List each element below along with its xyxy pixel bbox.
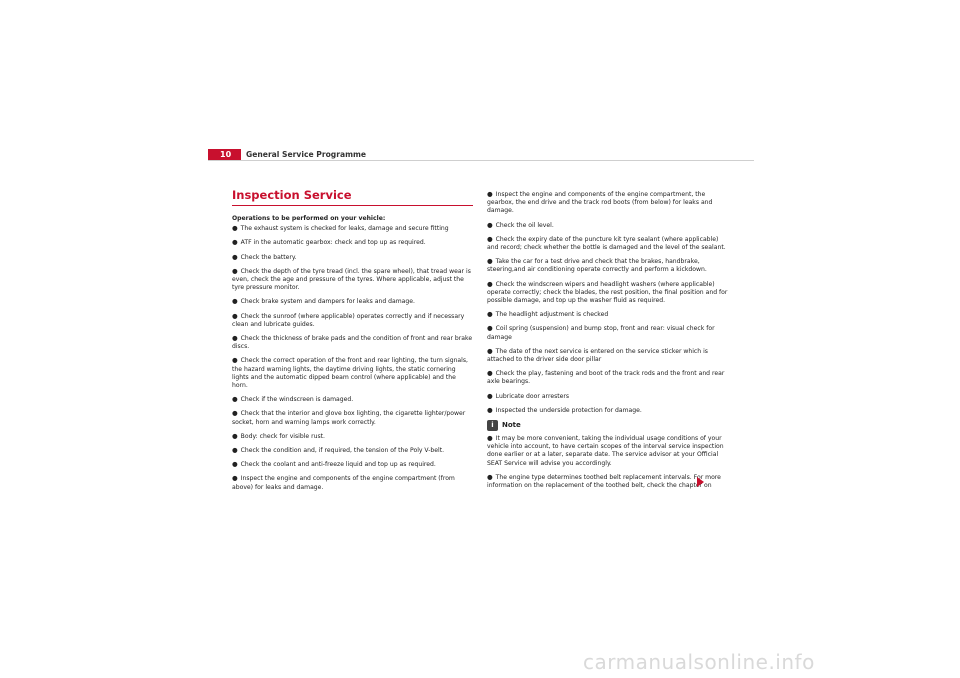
list-item — [487, 369, 728, 386]
bullet-icon: ● — [487, 405, 493, 414]
bullet-icon: ● — [232, 356, 238, 365]
list-item — [232, 224, 473, 233]
list-item — [487, 280, 728, 306]
left-column — [232, 188, 473, 497]
header-divider — [208, 160, 754, 161]
bullet-icon: ● — [487, 434, 493, 443]
list-item-text: Inspect the engine and components of the engine compartment (from above) for leaks and damage. — [232, 475, 455, 491]
list-item — [232, 460, 473, 469]
bullet-icon: ● — [232, 409, 238, 418]
list-item — [487, 434, 728, 468]
note-label: Note — [502, 421, 521, 430]
list-item — [487, 473, 728, 490]
bullet-icon: ● — [232, 297, 238, 306]
bullet-icon: ● — [232, 252, 238, 261]
bullet-icon: ● — [487, 472, 493, 481]
bullet-icon: ● — [232, 460, 238, 469]
bullet-icon: ● — [232, 446, 238, 455]
list-item — [232, 238, 473, 247]
list-item — [232, 395, 473, 404]
bullet-icon: ● — [232, 431, 238, 440]
list-item — [487, 347, 728, 364]
list-item-text: The exhaust system is checked for leaks, damage and secure fitting — [240, 225, 449, 233]
list-item — [487, 406, 728, 415]
list-item — [232, 474, 473, 491]
bullet-icon: ● — [487, 190, 493, 198]
bullet-icon: ● — [232, 311, 238, 320]
list-item-text: Check the depth of the tyre tread (incl. the spare wheel), that tread wear is even, check the age and pressure of the tyres. Where applicable, adjust the tyre pressure monitor. — [232, 267, 471, 292]
list-item — [232, 253, 473, 262]
list-item — [487, 257, 728, 274]
bullet-icon: ● — [487, 279, 493, 288]
list-item-text: Inspected the underside protection for damage. — [495, 406, 642, 414]
bullet-icon: ● — [232, 334, 238, 343]
list-item — [487, 324, 728, 341]
list-item-text: The headlight adjustment is checked — [495, 311, 609, 319]
right-bullet-list — [487, 190, 728, 415]
list-item-text: Check if the windscreen is damaged. — [240, 396, 354, 404]
bullet-icon: ● — [232, 238, 238, 247]
list-item — [232, 446, 473, 455]
continue-arrow-icon — [697, 477, 704, 487]
bullet-icon: ● — [487, 324, 493, 333]
list-item-text: Check the battery. — [240, 253, 297, 261]
list-item-text: The engine type determines toothed belt replacement intervals. For more information on the replacement of the toothed belt, check the chapter on — [487, 473, 721, 490]
list-item-text: Check the correct operation of the front and rear lighting, the turn signals, the hazard warning lights, the daytime driving lights, the static cornering lights and the automatic dipped beam control (where applicable) and the horn. — [232, 357, 468, 390]
list-item-text: Inspect the engine and components of the engine compartment, the gearbox, the end drive and the track rod boots (from below) for leaks and damage. — [487, 191, 713, 215]
list-item-text: It may be more convenient, taking the individual usage conditions of your vehicle into account, to have certain scopes of the interval service inspection done earlier or at a later, separate date. The service advisor at your Official SEAT Service will advise you accordingly. — [487, 435, 724, 467]
list-item — [487, 310, 728, 319]
list-item — [232, 334, 473, 351]
list-item — [232, 432, 473, 441]
list-item-text: Coil spring (suspension) and bump stop, front and rear: visual check for damage — [487, 325, 715, 341]
list-item — [487, 221, 728, 230]
list-item — [487, 392, 728, 401]
list-item — [232, 356, 473, 390]
bullet-icon: ● — [232, 395, 238, 404]
list-item-text: Check brake system and dampers for leaks and damage. — [240, 298, 415, 306]
bullet-icon: ● — [487, 234, 493, 243]
list-item-text: Check the coolant and anti-freeze liquid and top up as required. — [240, 461, 436, 469]
list-item-text: Check the oil level. — [495, 221, 554, 229]
list-item — [232, 297, 473, 306]
note-header — [487, 420, 728, 431]
watermark: carmanualsonline.info — [583, 650, 815, 674]
left-bullet-list — [232, 224, 473, 492]
right-column — [487, 190, 728, 495]
list-item-text: Check the condition and, if required, the tension of the Poly V-belt. — [240, 447, 445, 455]
list-item-text: Body: check for visible rust. — [240, 432, 325, 440]
list-item-text: Take the car for a test drive and check that the brakes, handbrake, steering,and air conditioning operate correctly and perform a kickdown. — [487, 258, 707, 274]
running-head: General Service Programme — [246, 150, 367, 159]
list-item — [487, 235, 728, 252]
info-icon: i — [487, 420, 498, 431]
intro-text: Operations to be performed on your vehicle: — [232, 215, 386, 222]
list-item — [232, 312, 473, 329]
bullet-icon: ● — [232, 266, 238, 275]
list-item-text: The date of the next service is entered on the service sticker which is attached to the driver side door pillar — [487, 347, 708, 364]
list-item-text: Check that the interior and glove box lighting, the cigarette lighter/power socket, horn and warning lamps work correctly. — [232, 410, 466, 426]
list-item-text: Check the thickness of brake pads and the condition of front and rear brake discs. — [232, 335, 473, 351]
bullet-icon: ● — [487, 391, 493, 400]
section-title: Inspection Service — [232, 188, 473, 206]
list-item-text: Check the sunroof (where applicable) operates correctly and if necessary clean and lubricate guides. — [232, 312, 465, 328]
list-item-text: Check the expiry date of the puncture kit tyre sealant (where applicable) and record; check whether the bottle is damaged and the level of the sealant. — [487, 235, 726, 252]
list-item — [487, 190, 728, 216]
bullet-icon: ● — [487, 369, 493, 378]
list-item-text: ATF in the automatic gearbox: check and top up as required. — [240, 239, 426, 247]
bullet-icon: ● — [487, 310, 493, 319]
bullet-icon: ● — [232, 474, 238, 483]
list-item — [232, 267, 473, 293]
page-number: 10 — [208, 149, 241, 161]
note-bullet-list — [487, 434, 728, 490]
bullet-icon: ● — [487, 257, 493, 266]
list-item — [232, 409, 473, 426]
list-item-text: Check the windscreen wipers and headlight washers (where applicable) operate correctly; check the blades, the rest position, the final position and for possible damage, and top up the washer fluid as required. — [487, 280, 728, 305]
bullet-icon: ● — [487, 346, 493, 355]
list-item-text: Lubricate door arresters — [495, 392, 570, 400]
bullet-icon: ● — [487, 220, 493, 229]
bullet-icon: ● — [232, 224, 238, 233]
list-item-text: Check the play, fastening and boot of the track rods and the front and rear axle bearings. — [487, 370, 725, 386]
